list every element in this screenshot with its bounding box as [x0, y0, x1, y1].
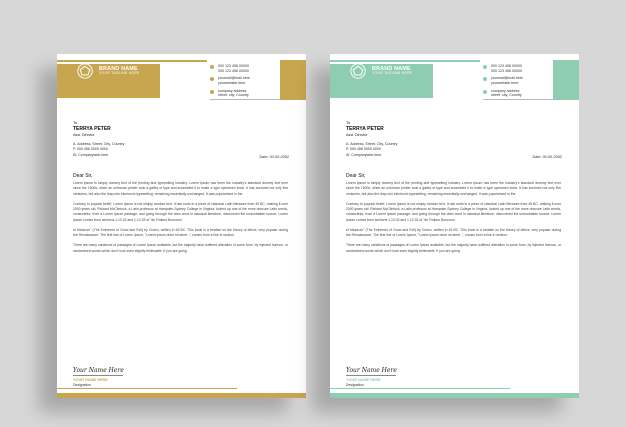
signature-line [73, 375, 123, 376]
paragraph: Lorem ipsum is simply dummy text of the printing and typesetting industry. Lorem Ipsum has been the industry's standard dummy text ever since the 1500s, when an unknown printer took a galley of type and scrambled it to make a type specimen book. It has survived not only five centuries, but also the leap into electronic typesetting, remaining essentially unchanged. It was popularised in the [346, 181, 561, 196]
phone-line-1: 000 123 456 00000 [491, 64, 522, 68]
brand-name: BRAND NAME [99, 65, 138, 72]
paragraph: Contrary to popular belief, Lorem Ipsum is not simply random text. It has roots in a piece of classical Latin literature from 45 BC, making it over 2000 years old. Richard McClintock, a Latin professor at Hampden-Sydney College in Virginia, looked up one of the more obscure Latin words, consectetur, from a Lorem Ipsum passage, and going through the cites word in classical literature, discovered the undoubtable source. Lorem Ipsum comes from sections 1.10.32 and 1.10.33 of "de Finibus Bonorum [73, 201, 288, 222]
location-icon [210, 90, 214, 94]
mail-icon [210, 77, 214, 81]
email-line: yourmail@mail.here [218, 76, 251, 81]
signature-block [346, 367, 397, 387]
recipient-to: To [73, 120, 78, 125]
brand-name: BRAND NAME [372, 65, 411, 72]
recipient-title: Asst. Director [73, 133, 95, 137]
address-web: W. Companyweb.here [73, 152, 109, 157]
pentagon-logo-icon [77, 63, 93, 79]
paragraph: et Malorum" (The Extremes of Good and Evil) by Cicero, written in 45 BC. This book is a treatise on the theory of ethics, very popular during the Renaissance. The first line of Lorem Ipsum, "Lorem ipsum dolor sit amet..", comes from a line in section. [73, 227, 288, 238]
letterhead-page-green [330, 54, 579, 398]
recipient-block [346, 120, 384, 137]
address-line-1: company address [218, 88, 247, 93]
brand-tagline: YOUR TAGLINE HERE [99, 71, 140, 76]
paragraph: Contrary to popular belief, Lorem Ipsum is not simply random text. It has roots in a piece of classical Latin literature from 45 BC, making it over 2000 years old. Richard McClintock, a Latin professor at Hampden-Sydney College in Virginia, looked up one of the more obscure Latin words, consectetur, from a Lorem Ipsum passage, and going through the cites word in classical literature, discovered the undoubtable source. Lorem Ipsum comes from sections 1.10.32 and 1.10.33 of "de Finibus Bonorum [346, 201, 561, 222]
location-icon [483, 90, 487, 94]
paragraph: Lorem ipsum is simply dummy text of the printing and typesetting industry. Lorem Ipsum has been the industry's standard dummy text ever since the 1500s, when an unknown printer took a galley of type and scrambled it to make a type specimen book. It has survived not only five centuries, but also the leap into electronic typesetting, remaining essentially unchanged. It was popularised in the [73, 181, 288, 196]
signature-name: YOUR NAME HERE [346, 377, 381, 382]
mail-icon [483, 77, 487, 81]
address-line-2: street, city, Country [491, 93, 522, 98]
website-line: yourwebsite.here [218, 81, 246, 86]
contact-email [210, 76, 280, 85]
header-right-tab [280, 60, 306, 100]
contact-divider [483, 99, 553, 100]
contact-address [210, 89, 280, 98]
brand-tagline: YOUR TAGLINE HERE [372, 71, 413, 76]
address-phone: P. 000 456 0000 0000 [346, 147, 381, 152]
letter-body [73, 173, 288, 259]
address-web: W. Companyweb.here [346, 152, 382, 157]
contact-list [483, 64, 553, 101]
address-line-2: street, city, Country [218, 93, 249, 98]
phone-line-2: 000 123 456 00000 [491, 68, 522, 73]
address-phone: P. 000 456 0000 0000 [73, 147, 108, 152]
phone-icon [210, 65, 214, 69]
recipient-to: To [346, 120, 351, 125]
footer-bar [57, 393, 306, 398]
brand-block [73, 54, 160, 88]
signature-line [346, 375, 396, 376]
contact-list [210, 64, 280, 101]
footer-thin-line [57, 388, 237, 389]
signature-title: Designation [346, 382, 364, 387]
contact-phone [210, 64, 280, 73]
footer-bar [330, 393, 579, 398]
website-line: yourwebsite.here [491, 81, 519, 86]
recipient-block [73, 120, 111, 137]
signature-script: Your Name Here [346, 367, 397, 374]
letter-body [346, 173, 561, 259]
signature-script: Your Name Here [73, 367, 124, 374]
contact-phone [483, 64, 553, 73]
contact-divider [210, 99, 280, 100]
contact-address [483, 89, 553, 98]
address-line-1: company address [491, 88, 520, 93]
pentagon-logo-icon [350, 63, 366, 79]
recipient-title: Asst. Director [346, 133, 368, 137]
address-street: A. Address, Street, City, Country [346, 142, 398, 146]
recipient-name: TERRYA PETER [73, 126, 111, 132]
contact-email [483, 76, 553, 85]
paragraph: et Malorum" (The Extremes of Good and Evil) by Cicero, written in 45 BC. This book is a treatise on the theory of ethics, very popular during the Renaissance. The first line of Lorem Ipsum, "Lorem ipsum dolor sit amet..", comes from a line in section. [346, 227, 561, 238]
phone-line-1: 000 123 456 00000 [218, 64, 249, 68]
paragraph: There are many variations of passages of Lorem Ipsum available, but the majority have suffered alteration in some form, by injected humour, or randomised words which don't look even slightly believable. If you are going [73, 243, 288, 253]
letter-date: Date: 00-00-2052 [532, 155, 562, 159]
address-block [346, 142, 397, 158]
salutation: Dear Sir, [346, 173, 366, 179]
address-street: A. Address, Street, City, Country [73, 142, 125, 146]
footer-thin-line [330, 388, 510, 389]
email-line: yourmail@mail.here [491, 76, 524, 81]
phone-line-2: 000 123 456 00000 [218, 68, 249, 73]
header-right-tab [553, 60, 579, 100]
brand-block [346, 54, 433, 88]
letterhead-page-gold [57, 54, 306, 398]
phone-icon [483, 65, 487, 69]
signature-name: YOUR NAME HERE [73, 377, 108, 382]
letter-date: Date: 00-00-2052 [259, 155, 289, 159]
recipient-name: TERRYA PETER [346, 126, 384, 132]
signature-block [73, 367, 124, 387]
salutation: Dear Sir, [73, 173, 93, 179]
address-block [73, 142, 124, 158]
paragraph: There are many variations of passages of Lorem Ipsum available, but the majority have suffered alteration in some form, by injected humour, or randomised words which don't look even slightly believable. If you are going [346, 243, 561, 253]
signature-title: Designation [73, 382, 91, 387]
